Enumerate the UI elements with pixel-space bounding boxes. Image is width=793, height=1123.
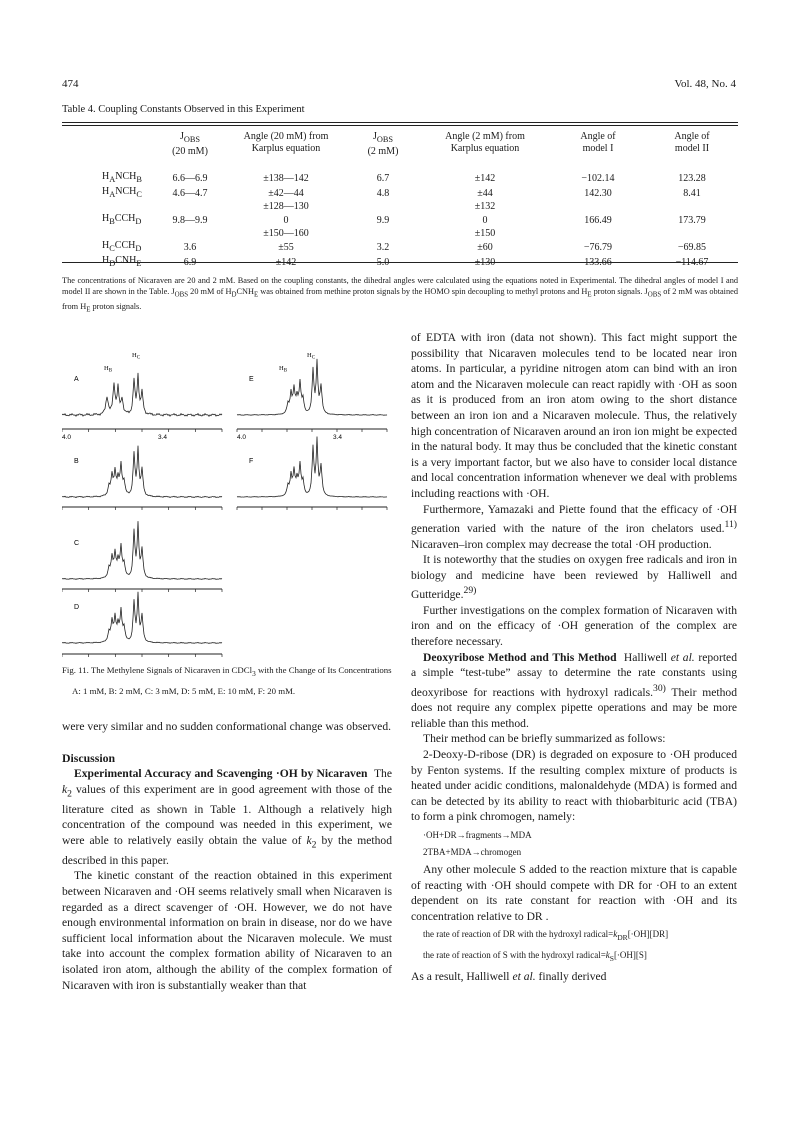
table-cell: ±150 [474, 228, 496, 239]
table-cell: 5.0 [376, 256, 390, 268]
tick-label: 3.4 [333, 434, 343, 441]
table-cell: ±138—142 [263, 172, 309, 184]
equation-line: the rate of reaction of S with the hydroxyl $radical=k_S[\cdot OH][S]$ [423, 950, 647, 963]
table-header-cell: Angle (2 mM) from Karplus equation [445, 131, 525, 154]
table-header-cell [62, 131, 154, 171]
table-header-row [62, 131, 738, 171]
table-row [62, 240, 738, 255]
table-header-cell: $J_{OBS}$ (2 mM) [367, 131, 399, 157]
table-cell: $H_CCCH_D$ [102, 240, 142, 253]
table-cell: ±130 [474, 256, 496, 268]
table-row [62, 201, 738, 213]
table-cell: −76.79 [583, 241, 613, 253]
table-cell: $H_DCNH_E$ [102, 255, 142, 268]
table-cell: ±55 [278, 241, 294, 253]
table-header-cell: Angle of model I [580, 131, 616, 154]
table-cell: 4.8 [376, 187, 390, 199]
paragraph: Deoxyribose Method and This Method Halliwell et al. reported a simple “test-tube” assay to determine the rate constants using deoxyribose for reactions with hydroxyl radicals.$^{30)}$ Their method does not require any complex pipette operations and may be more reliable than this method. [411, 650, 738, 730]
table-row [62, 171, 738, 186]
paragraph: Furthermore, Yamazaki and Piette found that the efficacy of ·OH generation varied with the nature of the iron chelators used.$^{11)}$ Nicaraven–iron complex may decrease the total ·OH production. [411, 502, 737, 551]
table-cell: 0 [482, 214, 488, 226]
nmr-spectra-figure [62, 325, 392, 660]
table-cell: $H_ANCH_C$ [102, 186, 142, 199]
table-cell [154, 201, 226, 213]
tick-label: 3.4 [158, 434, 168, 441]
table-cell: 142.30 [584, 187, 612, 199]
table-cell: 123.28 [678, 172, 706, 184]
table-top-rule [62, 122, 738, 123]
table-cell: ±150—160 [263, 228, 309, 239]
equation-line: the rate of reaction of DR with the hydroxyl $radical=k_{DR}[\cdot OH][DR]$ [423, 929, 669, 943]
section-heading: Discussion [62, 750, 116, 765]
table-cell: 173.79 [678, 214, 706, 226]
spectrum-trace [237, 437, 387, 498]
coupling-constants-table [62, 131, 738, 270]
tick-label: 4.0 [62, 434, 72, 441]
spectrum-trace [62, 521, 222, 579]
table-body [62, 171, 738, 270]
table-cell [550, 228, 646, 240]
spectrum-trace [62, 592, 222, 644]
panel-letter: C [74, 540, 80, 547]
table-header-cell: Angle of model II [674, 131, 710, 154]
table-row [62, 228, 738, 240]
table-header-cell: $J_{OBS}$ (20 mM) [172, 131, 208, 157]
table-cell: 8.41 [683, 187, 701, 199]
paragraph: of EDTA with iron (data not shown). This fact might support the possibility that Nicaraven molecules tend to be located near iron atoms. In particular, a pyridine nitrogen atom can bind with an iron atom and the Nicaraven molecule can react rapidly with ·OH as soon as it is produced from an iron atom owing to the short distance between an iron ion and a Nicaraven molecule. Thus, the relatively high concentration of Nicaraven around an iron ion might be expected in the natural body. It may thus be concluded that the kinetic constant is a very important factor, but we also have to consider local distance and local concentration information whenever we deal with problems including reactions with ·OH. [411, 331, 737, 500]
peak-label-hb: $H_B$ [279, 365, 288, 374]
table-cell: −114.67 [675, 256, 709, 268]
table-cell [646, 201, 738, 213]
table-cell: ±42—44 [268, 187, 304, 199]
right-text-column [411, 330, 737, 985]
tick-label: 4.0 [237, 434, 247, 441]
table-header-cell: Angle (20 mM) from Karplus equation [243, 131, 329, 154]
table-cell: ±60 [477, 241, 493, 253]
table-cell: ±128—130 [263, 201, 309, 212]
table-cell: 3.6 [183, 241, 197, 253]
page-number: 474 [62, 78, 79, 90]
panel-letter: B [74, 458, 79, 465]
table-cell: ±44 [477, 187, 493, 199]
table-cell: ±142 [474, 172, 496, 184]
paragraph: 2-Deoxy-D-ribose (DR) is degraded on exposure to ·OH produced by Fenton systems. If the resulting complex mixture of products is heated under acidic conditions, malonaldehyde (MDA) is formed and can be detected by its ability to react with thiobarbituric acid (TBA) to form a pink chromogen, namely: [411, 748, 737, 824]
table-cell: 133.66 [584, 256, 612, 268]
table-cell: 0 [283, 214, 289, 226]
equation-line: ·OH+DR→fragments→MDA [423, 829, 532, 840]
table-bottom-rule [62, 262, 738, 263]
paragraph: The kinetic constant of the reaction obtained in this experiment between Nicaraven and ·OH seems relatively small when Nicaraven is regarded as a direct scavenger of ·OH. However, we do not have enough environmental information on brain in disease, nor do we have sufficient local information about the Nicaraven molecule. We must take into account the complex formation ability of Nicaraven to an isolated iron atom, although the ability of the complex formation of Nicaraven with iron is substantially weaker than that [62, 869, 392, 992]
spectrum-trace [62, 373, 222, 416]
table-cell [154, 228, 226, 240]
table-cell: $H_BCCH_D$ [102, 213, 142, 226]
spectrum-trace [62, 446, 222, 498]
equation-line: 2TBA+MDA→chromogen [423, 846, 522, 857]
left-text-column [62, 719, 392, 993]
table-row [62, 186, 738, 201]
peak-label-hc: $H_C$ [307, 352, 316, 361]
panel-letter: A [74, 376, 79, 383]
paragraph: It is noteworthy that the studies on oxygen free radicals and iron in biology and medicine have been reviewed by Halliwell and Gutteridge.$^{29)}$ [411, 553, 737, 602]
table-cell: 3.2 [376, 241, 390, 253]
table-cell [646, 228, 738, 240]
table-cell: 4.6—4.7 [172, 187, 208, 199]
journal-volume: Vol. 48, No. 4 [674, 78, 736, 90]
figure-caption [62, 664, 394, 697]
paragraph: Any other molecule S added to the reaction mixture that is capable of reacting with ·OH should compete with DR for ·OH to an extent dependent on its rate constant for reaction with ·OH and its concentration relative to DR . [411, 862, 737, 923]
peak-label-hc: $H_C$ [132, 352, 141, 361]
paragraph: were very similar and no sudden conformational change was observed. [62, 720, 392, 733]
table-cell [550, 201, 646, 213]
paragraph: Their method can be briefly summarized as follows: [423, 732, 666, 746]
table-cell: ±142 [275, 256, 297, 268]
panel-letter: F [249, 458, 254, 465]
table-cell: −69.85 [677, 241, 707, 253]
table-cell: 9.9 [376, 214, 390, 226]
figure-caption-title: Fig. 11. The Methylene Signals of Nicaraven in CDCl$_3$ with the Change of Its Concentrations [62, 665, 392, 678]
table-header [62, 131, 738, 171]
table-cell [346, 201, 420, 213]
panel-letter: E [249, 376, 254, 383]
spectrum-trace [237, 359, 387, 415]
table-cell: 9.8—9.9 [172, 214, 208, 226]
table-cell: 166.49 [584, 214, 612, 226]
panel-letter: D [74, 604, 80, 611]
paragraph: Further investigations on the complex formation of Nicaraven with iron and on the efficacy of ·OH generation of the complex are therefore necessary. [411, 603, 737, 648]
table-cell: 6.7 [376, 172, 390, 184]
table-cell [346, 228, 420, 240]
paragraph: As a result, Halliwell et al. finally derived [411, 969, 607, 983]
table-cell: $H_ANCH_B$ [102, 171, 142, 184]
table-caption: Table 4. Coupling Constants Observed in this Experiment [62, 104, 305, 115]
peak-label-hb: $H_B$ [104, 365, 113, 374]
table-top-rule-2 [62, 125, 738, 126]
table-cell [62, 201, 154, 213]
paragraph: Experimental Accuracy and Scavenging ·OH by Nicaraven The $k_2$ values of this experiment are in good agreement with those of the literature cited as shown in Table 1. Although a relatively high concentration of the compound was needed in this experiment, we were able to relatively easily obtain the value of $k_2$ by the method described in this paper. [62, 767, 393, 867]
figure-caption-legend: A: 1 mM, B: 2 mM, C: 3 mM, D: 5 mM, E: 10 mM, F: 20 mM. [72, 685, 296, 696]
table-cell: 6.9 [183, 256, 197, 268]
table-cell: ±132 [474, 201, 496, 212]
table-row [62, 213, 738, 228]
table-footnote: The concentrations of Nicaraven are 20 and 2 mM. Based on the coupling constants, the dihedral angles were calculated using the equations noted in Experimental. The dihedral angles of model I and model II are shown in the Table. $J_{OBS}$ 20 mM of $H_DCNH_E$ was obtained from methine proton signals by the HOMO spin decoupling to methyl protons and $H_E$ proton signals. $J_{OBS}$ of 2 mM was obtained from $H_E$ proton signals. [62, 276, 738, 314]
table-cell: 6.6—6.9 [172, 172, 208, 184]
table-cell [62, 228, 154, 240]
table-cell: −102.14 [581, 172, 615, 184]
